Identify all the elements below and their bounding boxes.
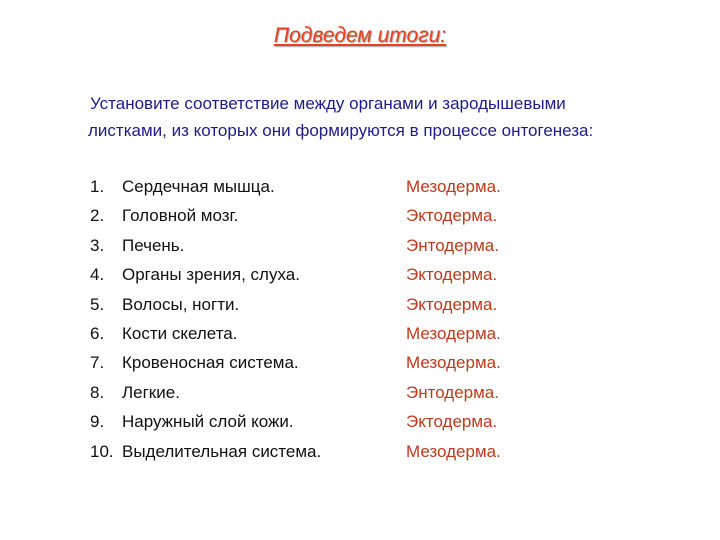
item-number: 4. <box>90 265 105 285</box>
organ-name: Выделительная система. <box>122 441 322 461</box>
instruction-line-1: Установите соответствие между органами и зародышевыми <box>90 94 566 113</box>
germ-layer-item: Эктодерма. <box>406 412 498 432</box>
organ-name: Волосы, ногти. <box>122 294 240 314</box>
organ-name: Органы зрения, слуха. <box>122 265 300 285</box>
organ-item <box>90 201 321 230</box>
item-number: 2. <box>90 206 105 226</box>
item-number: 3. <box>90 235 105 255</box>
organ-name: Кровеносная система. <box>122 353 299 373</box>
item-number: 7. <box>90 353 105 373</box>
organ-item <box>90 378 321 407</box>
germ-layer-item: Мезодерма. <box>406 353 501 373</box>
germ-layer-item: Эктодерма. <box>406 206 498 226</box>
organ-item <box>90 348 321 377</box>
organ-item <box>90 319 321 348</box>
item-number: 6. <box>90 323 105 343</box>
organ-list <box>90 172 321 466</box>
instruction-text <box>88 90 688 144</box>
organ-name: Наружный слой кожи. <box>122 412 294 432</box>
item-number: 5. <box>90 294 105 314</box>
germ-layer-list <box>406 172 501 466</box>
organ-item <box>90 407 321 436</box>
organ-name: Легкие. <box>122 382 180 402</box>
item-number: 1. <box>90 177 105 196</box>
organ-name: Кости скелета. <box>122 323 238 343</box>
germ-layer-item: Эктодерма. <box>406 294 498 314</box>
organ-item <box>90 172 321 201</box>
organ-name: Головной мозг. <box>122 206 239 226</box>
instruction-line-2: листками, из которых они формируются в процессе онтогенеза: <box>88 121 594 140</box>
item-number: 8. <box>90 382 105 402</box>
germ-layer-item: Энтодерма. <box>406 382 499 402</box>
organ-name: Печень. <box>122 235 185 255</box>
germ-layer-item: Мезодерма. <box>406 323 501 343</box>
organ-item <box>90 290 321 319</box>
item-number: 9. <box>90 412 105 432</box>
organ-item <box>90 437 321 466</box>
germ-layer-item: Мезодерма. <box>406 177 501 196</box>
organ-item <box>90 260 321 289</box>
organ-item <box>90 231 321 260</box>
germ-layer-item: Мезодерма. <box>406 441 501 461</box>
germ-layer-item: Эктодерма. <box>406 265 498 285</box>
organ-name: Сердечная мышца. <box>122 177 275 196</box>
item-number: 10. <box>90 441 114 461</box>
slide-title: Подведем итоги: <box>273 24 447 47</box>
germ-layer-item: Энтодерма. <box>406 235 499 255</box>
